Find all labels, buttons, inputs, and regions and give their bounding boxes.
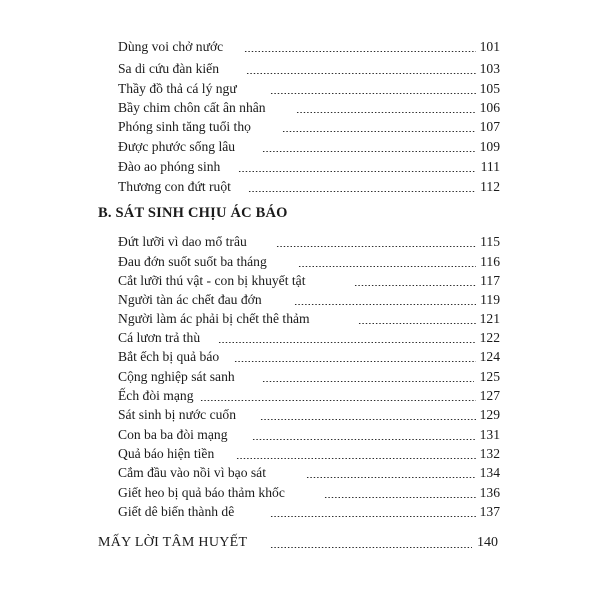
toc-entry-title: Dùng voi chở nước — [118, 39, 224, 54]
dot-leader — [244, 51, 476, 52]
toc-entry-page: 111 — [480, 159, 500, 174]
toc-entry-page: 105 — [479, 81, 500, 96]
dot-leader — [358, 323, 476, 324]
toc-entry — [118, 118, 500, 136]
toc-entry — [118, 178, 500, 196]
toc-entry-page: 119 — [480, 292, 500, 307]
toc-entry-page: 127 — [479, 388, 500, 403]
toc-entry-title: Phóng sinh tăng tuổi thọ — [118, 119, 251, 134]
toc-entry-page: 115 — [480, 234, 500, 249]
toc-entry-title: Sa di cứu đàn kiến — [118, 61, 219, 76]
toc-entry-title: Được phước sống lâu — [118, 139, 236, 154]
dot-leader — [276, 246, 476, 247]
closing-entry-title: MẤY LỜI TÂM HUYẾT — [98, 533, 248, 553]
toc-entry-title: Giết heo bị quả báo thảm khốc — [118, 485, 285, 500]
toc-entry-page: 132 — [479, 446, 500, 461]
closing-entry-page: 140 — [475, 533, 498, 553]
toc-entry — [118, 387, 500, 405]
toc-entry-page: 122 — [479, 330, 500, 345]
toc-entry-title: Cắm đầu vào nồi vì bạo sát — [118, 465, 266, 480]
dot-leader — [294, 304, 476, 305]
toc-entry-page: 112 — [480, 179, 500, 194]
dot-leader — [270, 93, 476, 94]
dot-leader — [236, 458, 476, 459]
toc-entry — [118, 368, 500, 386]
dot-leader — [234, 361, 476, 362]
toc-entry — [118, 426, 500, 444]
toc-entry — [118, 484, 500, 502]
dot-leader — [200, 400, 476, 401]
toc-entry-page: 103 — [479, 61, 500, 76]
toc-entry — [118, 329, 500, 347]
toc-entry — [118, 445, 500, 463]
dot-leader — [298, 266, 476, 267]
toc-entry-page: 107 — [479, 119, 500, 134]
toc-entry-title: Người làm ác phải bị chết thê thảm — [118, 311, 310, 326]
dot-leader — [238, 171, 476, 172]
toc-entry — [118, 310, 500, 328]
toc-entry-title: Bắt ếch bị quả báo — [118, 349, 220, 364]
dot-leader — [262, 381, 474, 382]
toc-entry — [118, 272, 500, 290]
toc-entry-page: 117 — [480, 273, 500, 288]
dot-leader — [354, 285, 476, 286]
toc-entry — [118, 99, 500, 117]
dot-leader — [270, 547, 472, 548]
toc-entry-title: Ếch đòi mạng — [118, 388, 194, 403]
toc-entry-page: 106 — [479, 100, 500, 115]
dot-leader — [218, 342, 476, 343]
dot-leader — [270, 516, 476, 517]
toc-entry — [118, 348, 500, 366]
toc-entry-page: 125 — [479, 369, 500, 384]
toc-entry-page: 136 — [479, 485, 500, 500]
toc-entry-page: 134 — [479, 465, 500, 480]
toc-entry-title: Con ba ba đòi mạng — [118, 427, 228, 442]
toc-entry-title: Quả báo hiện tiền — [118, 446, 215, 461]
toc-entry-title: Thầy đồ thả cá lý ngư — [118, 81, 237, 96]
toc-entry-page: 137 — [479, 504, 500, 519]
toc-entry-title: Đau đớn suốt suốt ba tháng — [118, 254, 267, 269]
section-heading: B. SÁT SINH CHỊU ÁC BÁO — [98, 205, 288, 221]
toc-entry — [118, 60, 500, 78]
toc-entry-title: Đào ao phóng sinh — [118, 159, 221, 174]
toc-entry — [118, 291, 500, 309]
dot-leader — [296, 112, 476, 113]
dot-leader — [306, 477, 476, 478]
toc-entry — [118, 158, 500, 176]
toc-entry — [118, 503, 500, 521]
toc-entry-page: 116 — [480, 254, 500, 269]
dot-leader — [252, 439, 476, 440]
toc-entry-page: 124 — [479, 349, 500, 364]
toc-entry — [118, 233, 500, 251]
dot-leader — [282, 131, 476, 132]
toc-entry — [118, 38, 500, 56]
toc-entry-page: 129 — [479, 407, 500, 422]
toc-entry-title: Thương con đứt ruột — [118, 179, 231, 194]
closing-entry — [98, 533, 498, 553]
toc-entry-title: Bầy chim chôn cất ân nhân — [118, 100, 266, 115]
dot-leader — [324, 497, 476, 498]
dot-leader — [260, 419, 476, 420]
toc-entry-title: Sát sinh bị nước cuốn — [118, 407, 237, 422]
dot-leader — [246, 73, 476, 74]
toc-entry — [118, 138, 500, 156]
toc-entry-title: Cá lươn trả thù — [118, 330, 201, 345]
toc-entry-title: Giết dê biến thành dê — [118, 504, 235, 519]
toc-entry-title: Cắt lưỡi thú vật - con bị khuyết tật — [118, 273, 306, 288]
toc-entry-page: 131 — [479, 427, 500, 442]
toc-entry-page: 121 — [479, 311, 500, 326]
toc-entry-title: Cộng nghiệp sát sanh — [118, 369, 235, 384]
toc-entry — [118, 253, 500, 271]
toc-entry — [118, 80, 500, 98]
toc-entry — [118, 464, 500, 482]
toc-entry-title: Đứt lưỡi vì dao mổ trâu — [118, 234, 247, 249]
toc-entry-title: Người tàn ác chết đau đớn — [118, 292, 262, 307]
toc-entry-page: 101 — [479, 39, 500, 54]
dot-leader — [248, 191, 476, 192]
toc-entry — [118, 406, 500, 424]
toc-entry-page: 109 — [479, 139, 500, 154]
dot-leader — [262, 151, 476, 152]
